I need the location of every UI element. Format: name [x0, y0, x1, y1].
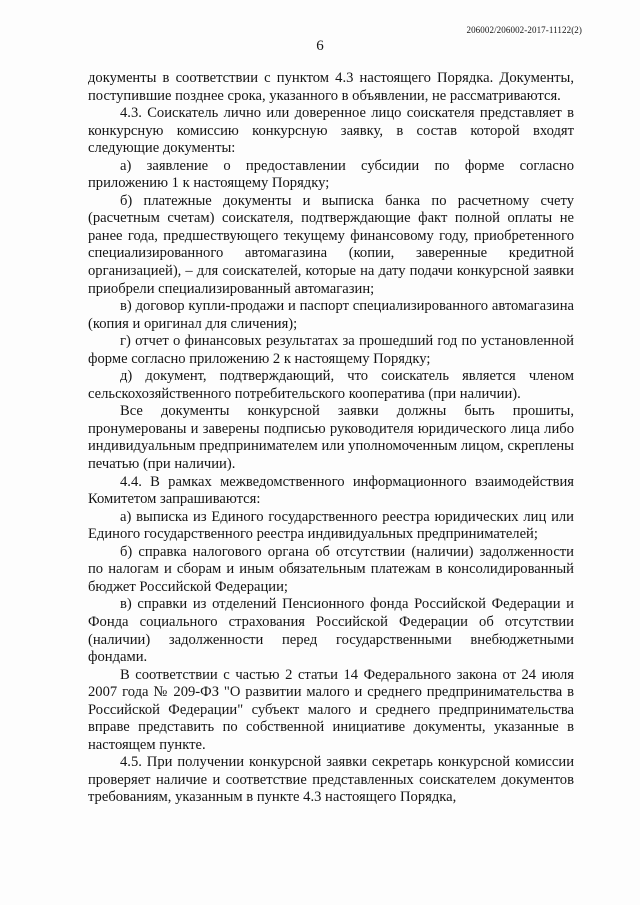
paragraph-4-3-b: б) платежные документы и выписка банка по расчетному счету (расчетным счетам) соискателя, подтверждающие факт полной оплаты не ранее года, предшествующего текущему финансовому году, приобретенного специализированного автомагазина (копии, заверенные кредитной организацией), – для соискателей, которые на дату подачи конкурсной заявки приобрели специализированный автомагазин;	[88, 192, 574, 297]
paragraph-federal-law: В соответствии с частью 2 статьи 14 Федерального закона от 24 июля 2007 года № 209-ФЗ "О развитии малого и среднего предпринимательства в Российской Федерации" субъект малого и среднего предпринимательства вправе представить по собственной инициативе документы, указанные в настоящем пункте.	[88, 666, 574, 753]
paragraph-4-3-g: г) отчет о финансовых результатах за прошедший год по установленной форме согласно приложению 2 к настоящему Порядку;	[88, 333, 574, 367]
paragraph-4-4: 4.4. В рамках межведомственного информационного взаимодействия Комитетом запрашиваются:	[88, 473, 574, 508]
paragraph-4-3-d: д) документ, подтверждающий, что соискатель является членом сельскохозяйственного потребительского кооператива (при наличии).	[88, 368, 574, 402]
paragraph-4-5: 4.5. При получении конкурсной заявки секретарь конкурсной комиссии проверяет наличие и соответствие представленных соискателем документов требованиям, указанным в пункте 4.3 настоящего Порядка,	[88, 754, 574, 806]
document-code: 206002/206002-2017-11122(2)	[466, 25, 582, 35]
paragraph-4-4-a: а) выписка из Единого государственного реестра юридических лиц или Единого государственного реестра индивидуальных предпринимателей;	[88, 508, 574, 543]
paragraph-4-4-b: б) справка налогового органа об отсутствии (наличии) задолженности по налогам и сборам и иным обязательным платежам в консолидированный бюджет Российской Федерации;	[88, 543, 574, 595]
page-number: 6	[316, 38, 324, 54]
document-body	[88, 70, 574, 807]
paragraph-4-3-v: в) договор купли-продажи и паспорт специализированного автомагазина (копия и оригинал для сличения);	[88, 298, 574, 332]
paragraph-4-3: 4.3. Соискатель лично или доверенное лицо соискателя представляет в конкурсную комиссию конкурсную заявку, в состав которой входят следующие документы:	[88, 105, 574, 157]
paragraph-continuation: документы в соответствии с пунктом 4.3 настоящего Порядка. Документы, поступившие позднее срока, указанного в объявлении, не рассматриваются.	[88, 70, 574, 104]
paragraph-documents-binding: Все документы конкурсной заявки должны быть прошиты, пронумерованы и заверены подписью руководителя юридического лица либо индивидуальным предпринимателем или уполномоченным лицом, скреплены печатью (при наличии).	[88, 403, 574, 473]
paragraph-4-4-v: в) справки из отделений Пенсионного фонда Российской Федерации и Фонда социального страхования Российской Федерации об отсутствии (наличии) задолженности перед государственными внебюджетными фондами.	[88, 596, 574, 666]
paragraph-4-3-a: а) заявление о предоставлении субсидии по форме согласно приложению 1 к настоящему Порядку;	[88, 157, 574, 192]
